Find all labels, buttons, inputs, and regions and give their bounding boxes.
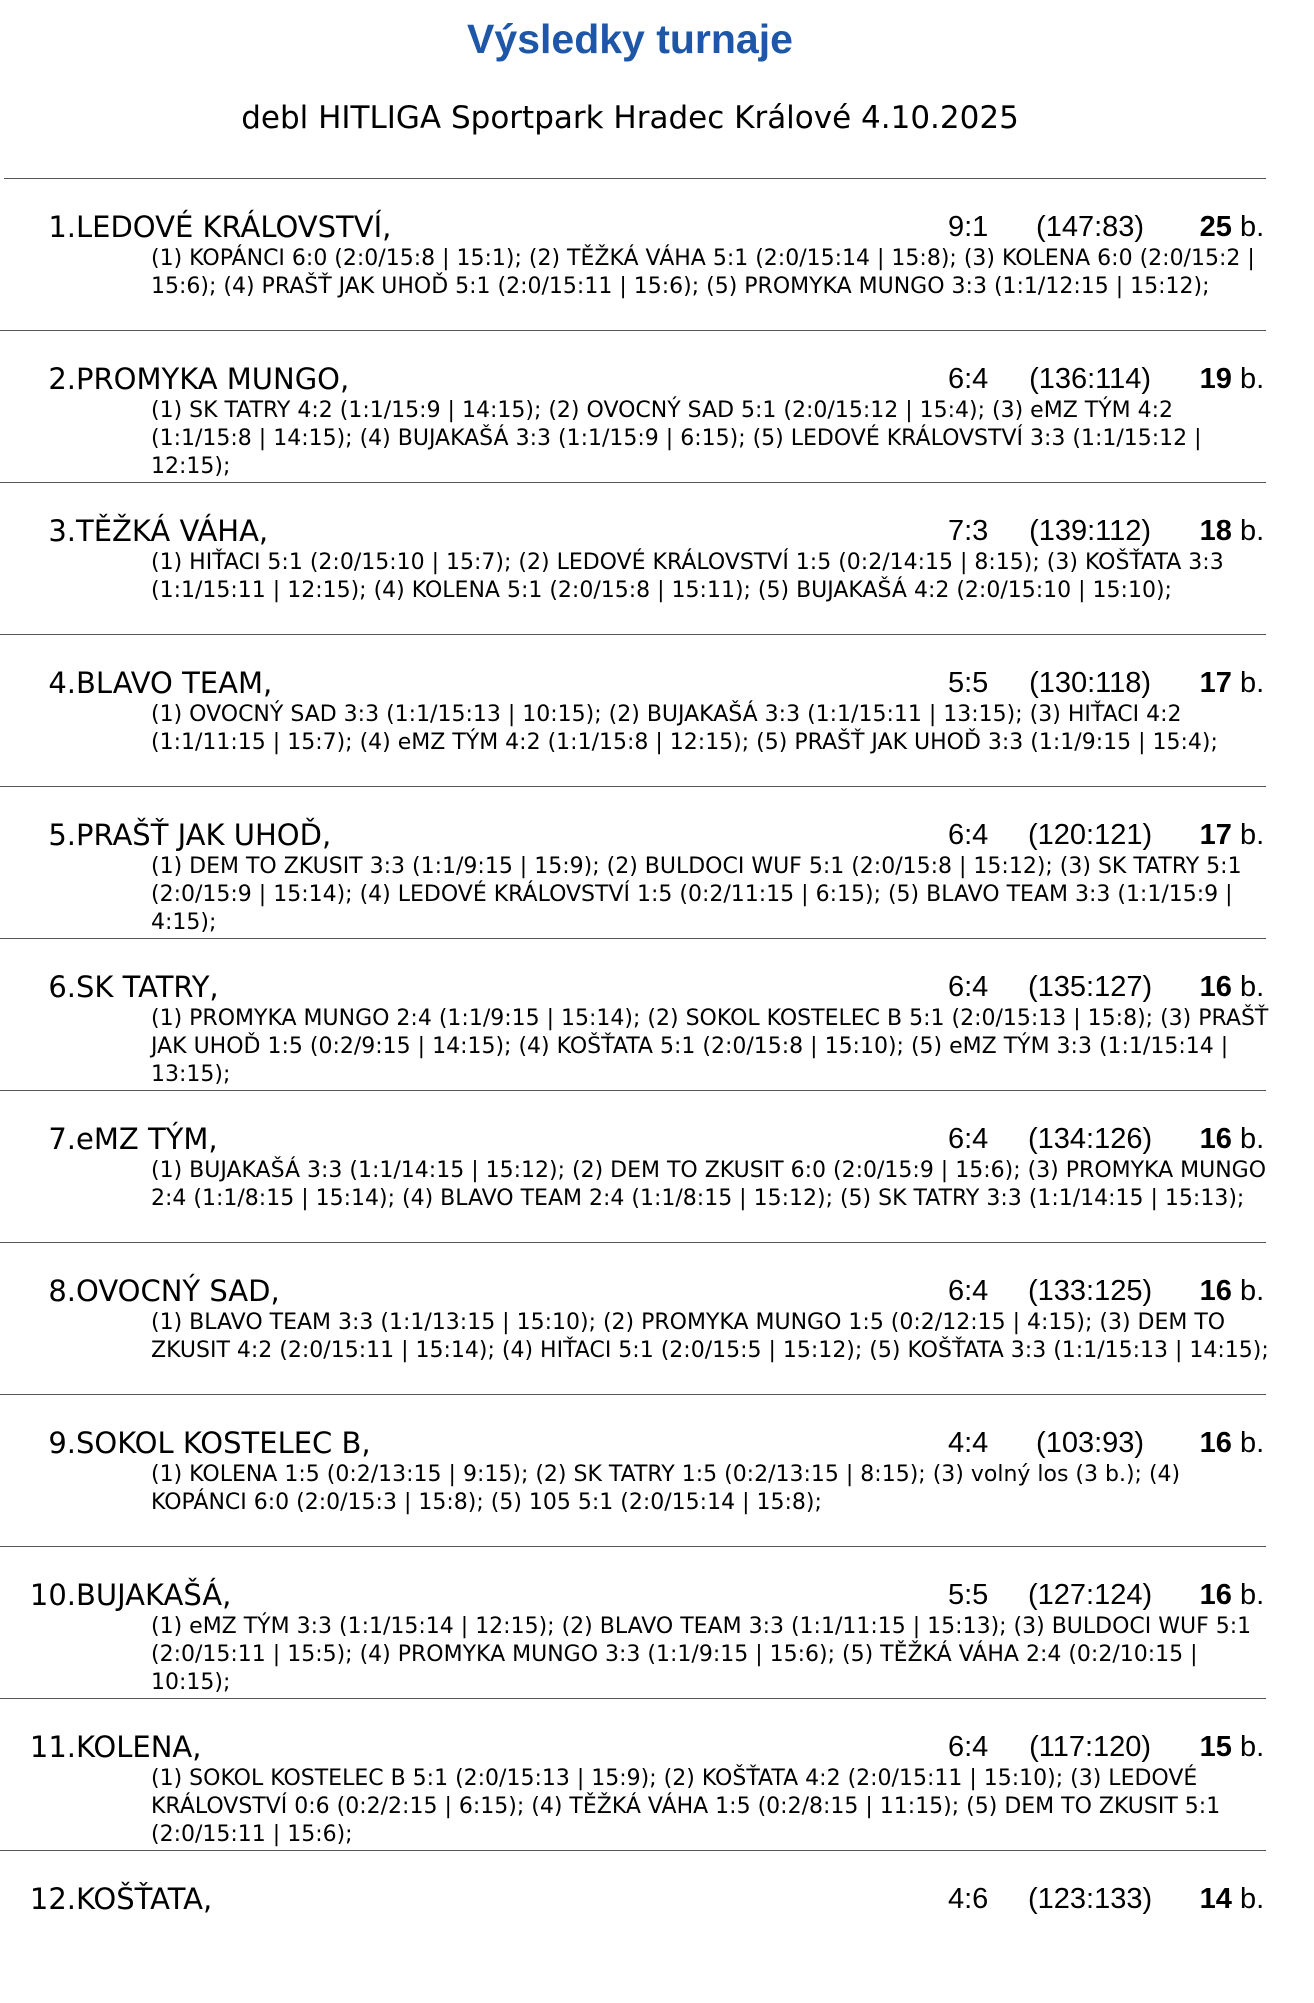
ball-score: (135:127) xyxy=(1027,971,1153,1003)
points-unit: b. xyxy=(1239,1123,1265,1155)
match-score: 6:4 xyxy=(948,819,989,851)
points-unit: b. xyxy=(1239,515,1265,547)
ball-score: (103:93) xyxy=(1036,1427,1145,1459)
entry-header xyxy=(0,1271,1266,1311)
points-unit: b. xyxy=(1239,667,1265,699)
points xyxy=(1176,815,1264,855)
match-details: (1) BUJAKAŠÁ 3:3 (1:1/14:15 | 15:12); (2) DEM TO ZKUSIT 6:0 (2:0/15:9 | 15:6); (3) PROMYKA MUNGO 2:4 (1:1/8:15 | 15:14); (4) BLAVO TEAM 2:4 (1:1/8:15 | 15:12); (5) SK TATRY 3:3 (1:1/14:15 | 15:13); xyxy=(151,1158,1267,1211)
points-value: 25 xyxy=(1199,211,1232,243)
team-name: eMZ TÝM, xyxy=(76,1122,218,1156)
match-score: 6:4 xyxy=(948,1123,989,1155)
entry-header xyxy=(0,511,1266,551)
standings-entry xyxy=(0,939,1269,1091)
points xyxy=(1176,1271,1264,1311)
match-score: 9:1 xyxy=(948,211,989,243)
rank: 1. xyxy=(48,210,76,244)
standings-entry xyxy=(0,483,1266,635)
ball-score: (133:125) xyxy=(1027,1275,1153,1307)
entry-stats xyxy=(948,1727,1265,1767)
points xyxy=(1176,207,1264,247)
points xyxy=(1176,1879,1264,1919)
points-value: 15 xyxy=(1199,1731,1232,1763)
entry-header xyxy=(0,207,1266,247)
points-unit: b. xyxy=(1239,363,1265,395)
standings-entry xyxy=(0,1091,1266,1243)
entry-stats xyxy=(948,1119,1265,1159)
entry-header xyxy=(0,359,1266,399)
entry-header xyxy=(0,1575,1266,1615)
rank: 12. xyxy=(29,1882,76,1916)
entry-header xyxy=(0,1423,1266,1463)
entry-stats xyxy=(948,1423,1265,1463)
entry-stats xyxy=(948,663,1265,703)
points xyxy=(1176,1119,1264,1159)
match-score: 4:6 xyxy=(948,1883,989,1915)
rank: 8. xyxy=(48,1274,76,1308)
points xyxy=(1176,663,1264,703)
match-score: 5:5 xyxy=(948,667,989,699)
ball-score: (127:124) xyxy=(1027,1579,1153,1611)
match-details: (1) HIŤACI 5:1 (2:0/15:10 | 15:7); (2) LEDOVÉ KRÁLOVSTVÍ 1:5 (0:2/14:15 | 8:15); (3) KOŠŤATA 3:3 (1:1/15:11 | 12:15); (4) KOLENA 5:1 (2:0/15:8 | 15:11); (5) BUJAKAŠÁ 4:2 (2:0/15:10 | 15:10); xyxy=(151,550,1224,603)
entry-stats xyxy=(948,1575,1265,1615)
match-score: 6:4 xyxy=(948,971,989,1003)
team-name: KOŠŤATA, xyxy=(76,1882,213,1916)
rank: 2. xyxy=(48,362,76,396)
ball-score: (147:83) xyxy=(1036,211,1145,243)
team-name: OVOCNÝ SAD, xyxy=(76,1274,280,1308)
standings-entry xyxy=(0,1699,1266,1851)
match-score: 6:4 xyxy=(948,1275,989,1307)
ball-score: (130:118) xyxy=(1029,667,1152,699)
points-unit: b. xyxy=(1239,819,1265,851)
standings-list xyxy=(0,179,1269,2003)
rank: 3. xyxy=(48,514,76,548)
points-unit: b. xyxy=(1239,211,1265,243)
points-unit: b. xyxy=(1239,1427,1265,1459)
standings-entry xyxy=(0,1243,1269,1395)
team-name: TĚŽKÁ VÁHA, xyxy=(76,514,269,548)
entry-stats xyxy=(948,967,1265,1007)
rank: 5. xyxy=(48,818,76,852)
rank: 10. xyxy=(29,1578,76,1612)
match-details: (1) DEM TO ZKUSIT 3:3 (1:1/9:15 | 15:9); (2) BULDOCI WUF 5:1 (2:0/15:8 | 15:12); (3) SK TATRY 5:1 (2:0/15:9 | 15:14); (4) LEDOVÉ KRÁLOVSTVÍ 1:5 (0:2/11:15 | 6:15); (5) BLAVO TEAM 3:3 (1:1/15:9 | 4:15); xyxy=(151,854,1242,935)
entry-stats xyxy=(948,207,1265,247)
rank: 11. xyxy=(29,1730,76,1764)
team-name: KOLENA, xyxy=(76,1730,202,1764)
entry-header xyxy=(0,1879,1266,1919)
team-name: SK TATRY, xyxy=(76,970,219,1004)
points xyxy=(1176,1575,1264,1615)
entry-stats xyxy=(948,815,1265,855)
points-value: 17 xyxy=(1199,819,1232,851)
match-details: (1) SK TATRY 4:2 (1:1/15:9 | 14:15); (2) OVOCNÝ SAD 5:1 (2:0/15:12 | 15:4); (3) eMZ TÝM 4:2 (1:1/15:8 | 14:15); (4) BUJAKAŠÁ 3:3 (1:1/15:9 | 6:15); (5) LEDOVÉ KRÁLOVSTVÍ 3:3 (1:1/15:12 | 12:15); xyxy=(151,398,1202,479)
entry-header xyxy=(0,967,1266,1007)
team-name: LEDOVÉ KRÁLOVSTVÍ, xyxy=(76,210,392,244)
entry-stats xyxy=(948,1879,1265,1919)
ball-score: (123:133) xyxy=(1027,1883,1153,1915)
standings-entry xyxy=(0,331,1266,483)
match-details: (1) KOLENA 1:5 (0:2/13:15 | 9:15); (2) SK TATRY 1:5 (0:2/13:15 | 8:15); (3) volný los (3 b.); (4) KOPÁNCI 6:0 (2:0/15:3 | 15:8); (5) 105 5:1 (2:0/15:14 | 15:8); xyxy=(151,1462,1181,1515)
points xyxy=(1176,967,1264,1007)
points-unit: b. xyxy=(1239,1731,1265,1763)
match-details: (1) OVOCNÝ SAD 3:3 (1:1/15:13 | 10:15); (2) BUJAKAŠÁ 3:3 (1:1/15:11 | 13:15); (3) HIŤACI 4:2 (1:1/11:15 | 15:7); (4) eMZ TÝM 4:2 (1:1/15:8 | 12:15); (5) PRAŠŤ JAK UHOĎ 3:3 (1:1/9:15 | 15:4); xyxy=(151,702,1218,755)
ball-score: (117:120) xyxy=(1029,1731,1152,1763)
tournament-subtitle: debl HITLIGA Sportpark Hradec Králové 4.10.2025 xyxy=(241,100,1019,136)
ball-score: (134:126) xyxy=(1027,1123,1153,1155)
rank: 9. xyxy=(48,1426,76,1460)
points-value: 14 xyxy=(1199,1883,1232,1915)
entry-header xyxy=(0,663,1266,703)
entry-header xyxy=(0,1119,1266,1159)
team-name: SOKOL KOSTELEC B, xyxy=(76,1426,371,1460)
standings-entry xyxy=(0,179,1266,331)
standings-entry xyxy=(0,1547,1266,1699)
rank: 6. xyxy=(48,970,76,1004)
points-value: 16 xyxy=(1199,971,1232,1003)
rank: 4. xyxy=(48,666,76,700)
match-details: (1) SOKOL KOSTELEC B 5:1 (2:0/15:13 | 15:9); (2) KOŠŤATA 4:2 (2:0/15:11 | 15:10); (3) LEDOVÉ KRÁLOVSTVÍ 0:6 (0:2/2:15 | 6:15); (4) TĚŽKÁ VÁHA 1:5 (0:2/8:15 | 11:15); (5) DEM TO ZKUSIT 5:1 (2:0/15:11 | 15:6); xyxy=(151,1766,1221,1847)
points-value: 17 xyxy=(1199,667,1232,699)
team-name: BUJAKAŠÁ, xyxy=(76,1578,232,1612)
ball-score: (136:114) xyxy=(1029,363,1152,395)
entry-stats xyxy=(948,359,1265,399)
entry-stats xyxy=(948,511,1265,551)
points-value: 16 xyxy=(1199,1427,1232,1459)
team-name: PRAŠŤ JAK UHOĎ, xyxy=(76,818,332,852)
standings-entry xyxy=(0,787,1266,939)
ball-score: (139:112) xyxy=(1029,515,1152,547)
match-score: 6:4 xyxy=(948,1731,989,1763)
match-score: 5:5 xyxy=(948,1579,989,1611)
match-score: 7:3 xyxy=(948,515,989,547)
standings-entry xyxy=(0,1851,1266,2003)
points-unit: b. xyxy=(1239,1579,1265,1611)
points xyxy=(1176,1423,1264,1463)
match-score: 6:4 xyxy=(948,363,989,395)
match-score: 4:4 xyxy=(948,1427,989,1459)
team-name: BLAVO TEAM, xyxy=(76,666,273,700)
entry-header xyxy=(0,1727,1266,1767)
points xyxy=(1176,1727,1264,1767)
match-details: (1) PROMYKA MUNGO 2:4 (1:1/9:15 | 15:14); (2) SOKOL KOSTELEC B 5:1 (2:0/15:13 | 15:8); (3) PRAŠŤ JAK UHOĎ 1:5 (0:2/9:15 | 14:15); (4) KOŠŤATA 5:1 (2:0/15:8 | 15:10); (5) eMZ TÝM 3:3 (1:1/15:14 | 13:15); xyxy=(151,1006,1269,1087)
points-value: 16 xyxy=(1199,1579,1232,1611)
standings-entry xyxy=(0,1395,1266,1547)
points-value: 18 xyxy=(1199,515,1232,547)
points-unit: b. xyxy=(1239,971,1265,1003)
match-details: (1) eMZ TÝM 3:3 (1:1/15:14 | 12:15); (2) BLAVO TEAM 3:3 (1:1/11:15 | 15:13); (3) BULDOCI WUF 5:1 (2:0/15:11 | 15:5); (4) PROMYKA MUNGO 3:3 (1:1/9:15 | 15:6); (5) TĚŽKÁ VÁHA 2:4 (0:2/10:15 | 10:15); xyxy=(151,1614,1252,1695)
team-name: PROMYKA MUNGO, xyxy=(76,362,350,396)
points xyxy=(1176,359,1264,399)
points-unit: b. xyxy=(1239,1275,1265,1307)
page-title: Výsledky turnaje xyxy=(467,16,793,62)
entry-stats xyxy=(948,1271,1265,1311)
points-value: 16 xyxy=(1199,1123,1232,1155)
entry-header xyxy=(0,815,1266,855)
match-details: (1) BLAVO TEAM 3:3 (1:1/13:15 | 15:10); (2) PROMYKA MUNGO 1:5 (0:2/12:15 | 4:15); (3) DEM TO ZKUSIT 4:2 (2:0/15:11 | 15:14); (4) HIŤACI 5:1 (2:0/15:5 | 15:12); (5) KOŠŤATA 3:3 (1:1/15:13 | 14:15); xyxy=(151,1310,1269,1363)
match-details: (1) KOPÁNCI 6:0 (2:0/15:8 | 15:1); (2) TĚŽKÁ VÁHA 5:1 (2:0/15:14 | 15:8); (3) KOLENA 6:0 (2:0/15:2 | 15:6); (4) PRAŠŤ JAK UHOĎ 5:1 (2:0/15:11 | 15:6); (5) PROMYKA MUNGO 3:3 (1:1/12:15 | 15:12); xyxy=(151,246,1255,299)
points-value: 16 xyxy=(1199,1275,1232,1307)
points xyxy=(1176,511,1264,551)
rank: 7. xyxy=(48,1122,76,1156)
points-value: 19 xyxy=(1199,363,1232,395)
points-unit: b. xyxy=(1239,1883,1265,1915)
ball-score: (120:121) xyxy=(1027,819,1153,851)
standings-entry xyxy=(0,635,1266,787)
